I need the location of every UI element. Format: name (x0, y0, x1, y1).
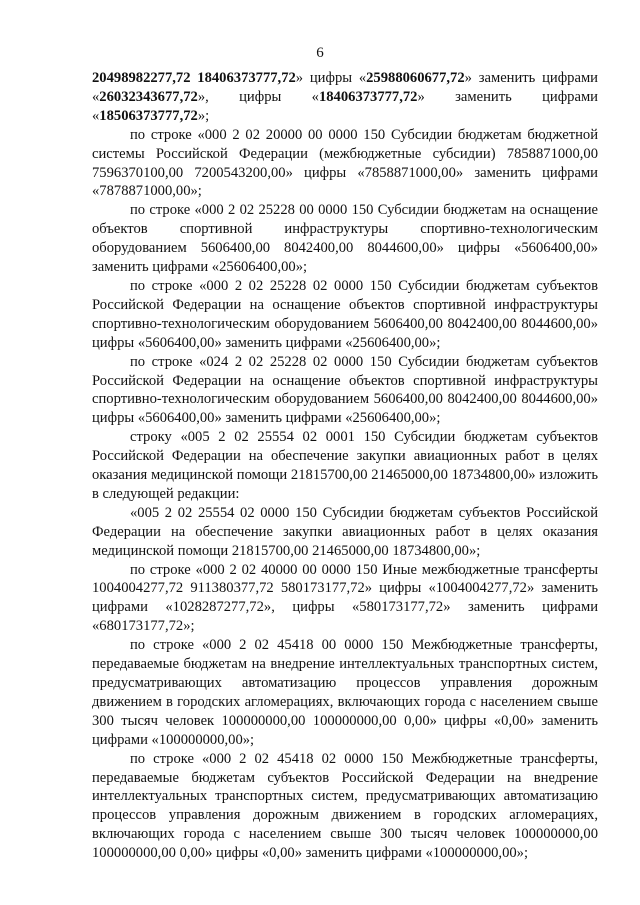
bold-figure: 18506373777,72 (99, 107, 198, 124)
paragraph-text: по строке «000 2 02 25228 02 0000 150 Субсидии бюджетам субъектов Российской Федерации на оснащение объектов спортивной инфраструктуры спортивно-технологическим оборудованием 5606400,00 8042400,00 8044600,00» цифры «5606400,00» заменить цифрами «25606400,00»; (92, 277, 598, 351)
paragraph-text: по строке «000 2 02 25228 00 0000 150 Субсидии бюджетам на оснащение объектов спортивной инфраструктуры спортивно-технологическим оборудованием 5606400,00 8042400,00 8044600,00» цифры «5606400,00» заменить цифрами «25606400,00»; (92, 202, 598, 276)
paragraph (92, 126, 598, 202)
paragraph-text: «005 2 02 25554 02 0000 150 Субсидии бюджетам субъектов Российской Федерации на обеспечение закупки авиационных работ в целях оказания медицинской помощи 21815700,00 21465000,00 18734800,00»; (92, 504, 598, 559)
paragraph (92, 561, 598, 637)
paragraph (92, 201, 598, 277)
paragraph-text: » заменить цифрами « (92, 88, 598, 124)
document-body (92, 69, 598, 863)
paragraph (92, 353, 598, 429)
paragraph (92, 69, 598, 126)
paragraph (92, 277, 598, 353)
paragraph-text: по строке «000 2 02 40000 00 0000 150 Иные межбюджетные трансферты 1004004277,72 911380377,72 580173177,72» цифры «1004004277,72» заменить цифрами «1028287277,72», цифры «580173177,72» заменить цифрами «680173177,72»; (92, 561, 598, 635)
paragraph-text: по строке «000 2 02 20000 00 0000 150 Субсидии бюджетам бюджетной системы Российской Федерации (межбюджетные субсидии) 7858871000,00 7596370100,00 7200543200,00» цифры «7858871000,00» заменить цифрами «7878871000,00»; (92, 126, 598, 200)
page-number: 6 (316, 45, 324, 61)
bold-figure: 20498982277,72 18406373777,72 (92, 70, 296, 86)
paragraph (92, 504, 598, 561)
paragraph-text: », цифры « (197, 88, 319, 105)
paragraph (92, 750, 598, 863)
paragraph (92, 636, 598, 749)
paragraph-text: по строке «024 2 02 25228 02 0000 150 Субсидии бюджетам субъектов Российской Федерации на оснащение объектов спортивной инфраструктуры спортивно-технологическим оборудованием 5606400,00 8042400,00 8044600,00» цифры «5606400,00» заменить цифрами «25606400,00»; (92, 353, 598, 427)
paragraph (92, 428, 598, 504)
paragraph-text: » заменить цифрами « (92, 70, 598, 105)
paragraph-text: » цифры « (295, 70, 367, 86)
bold-figure: 18406373777,72 (318, 88, 418, 105)
bold-figure: 26032343677,72 (99, 88, 198, 105)
bold-figure: 25988060677,72 (366, 70, 465, 86)
paragraph-text: по строке «000 2 02 45418 02 0000 150 Межбюджетные трансферты, передаваемые бюджетам субъектов Российской Федерации на внедрение интеллектуальных транспортных систем, предусматривающих автоматизацию процессов управления дорожным движением в городских агломерациях, включающих города с населением свыше 300 тысяч человек 100000000,00 100000000,00 0,00» цифры «0,00» заменить цифрами «100000000,00»; (92, 750, 598, 862)
paragraph-text: по строке «000 2 02 45418 00 0000 150 Межбюджетные трансферты, передаваемые бюджетам на внедрение интеллектуальных транспортных систем, предусматривающих автоматизацию процессов управления дорожным движением в городских агломерациях, включающих города с населением свыше 300 тысяч человек 100000000,00 100000000,00 0,00» цифры «0,00» заменить цифрами «100000000,00»; (92, 637, 598, 748)
paragraph-text: »; (197, 107, 210, 124)
paragraph-text: строку «005 2 02 25554 02 0001 150 Субсидии бюджетам субъектов Российской Федерации на обеспечение закупки авиационных работ в целях оказания медицинской помощи 21815700,00 21465000,00 18734800,00» изложить в следующей редакции: (92, 429, 598, 502)
